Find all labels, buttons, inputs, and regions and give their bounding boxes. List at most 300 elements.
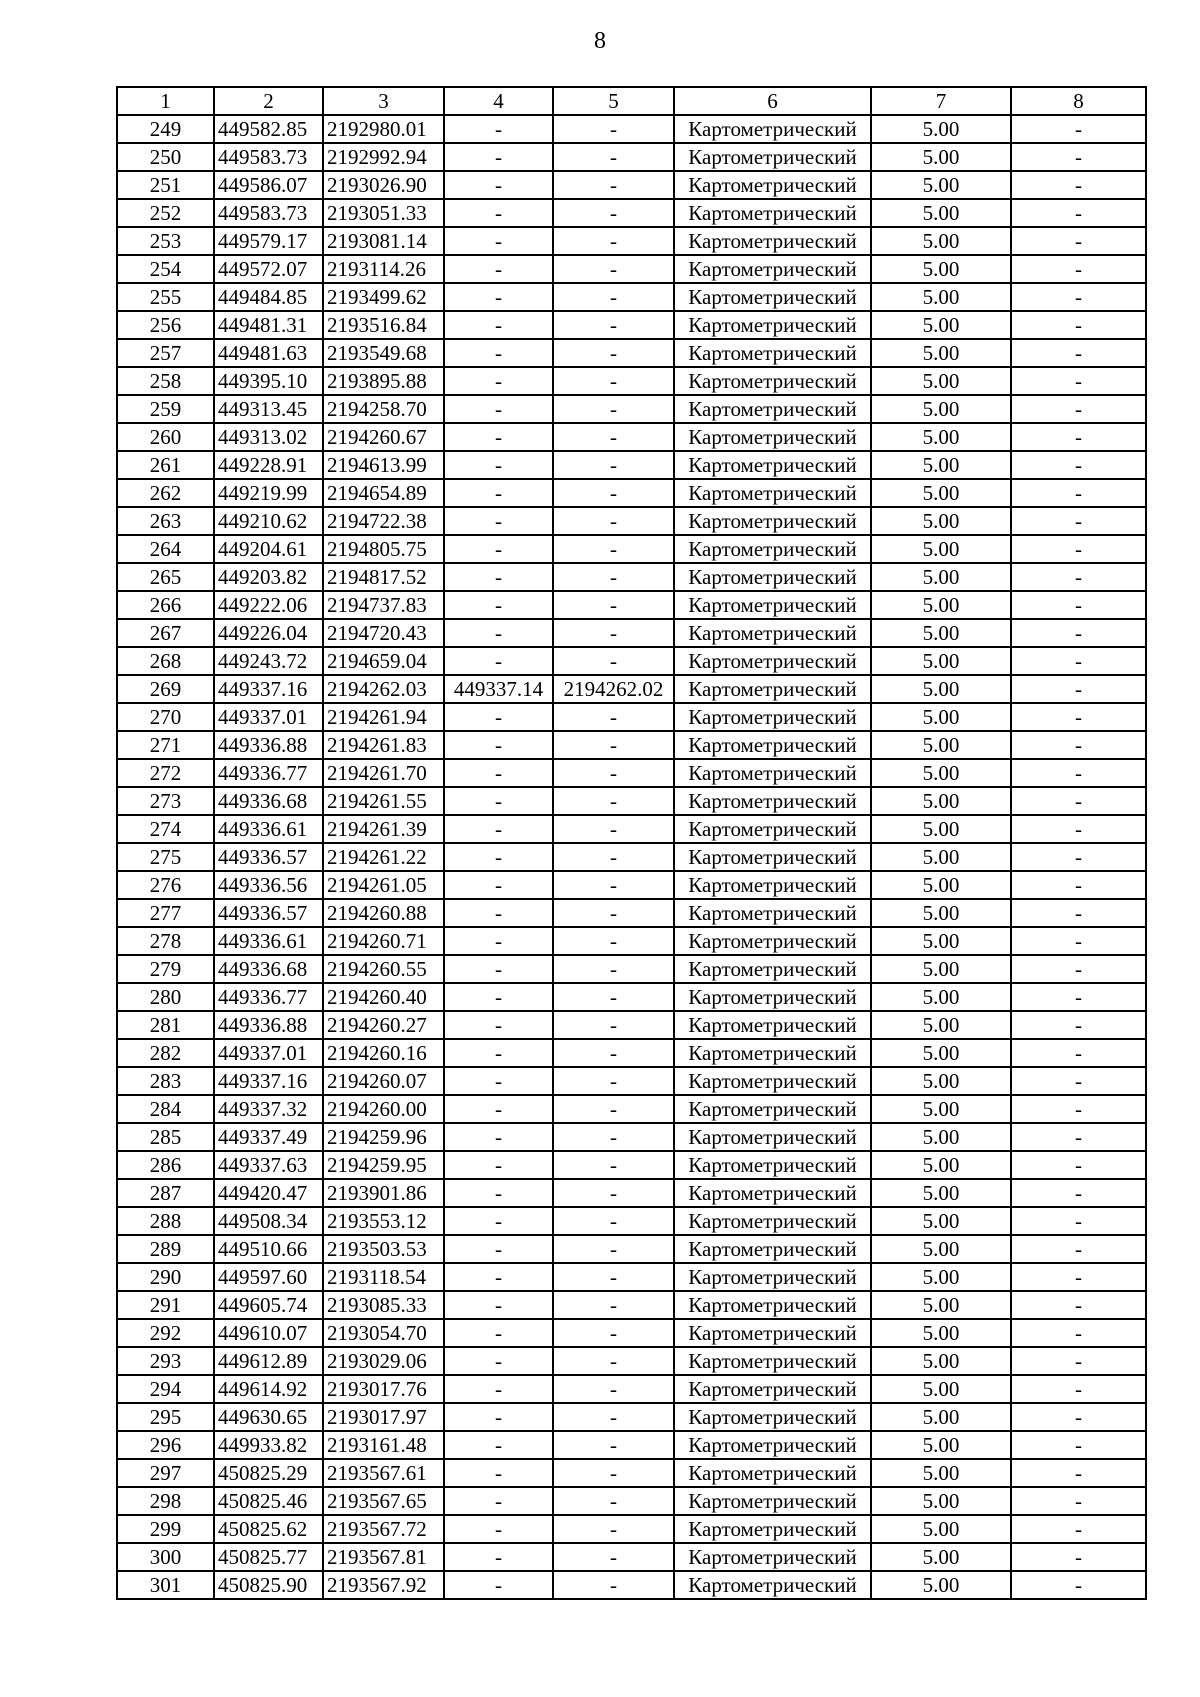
table-cell: 2193895.88 xyxy=(323,367,444,395)
table-cell: 449228.91 xyxy=(214,451,323,479)
table-cell: 5.00 xyxy=(871,255,1011,283)
table-cell: 5.00 xyxy=(871,283,1011,311)
table-cell: 284 xyxy=(117,1095,214,1123)
table-cell: - xyxy=(1011,255,1146,283)
table-cell: - xyxy=(1011,507,1146,535)
table-cell: 2194261.70 xyxy=(323,759,444,787)
table-cell: - xyxy=(444,759,553,787)
table-cell: 5.00 xyxy=(871,1151,1011,1179)
table-row xyxy=(117,227,1146,255)
table-cell: - xyxy=(553,703,674,731)
table-cell: 449481.31 xyxy=(214,311,323,339)
table-cell: 2194659.04 xyxy=(323,647,444,675)
table-row xyxy=(117,591,1146,619)
table-cell: Картометрический xyxy=(674,283,871,311)
table-cell: 450825.90 xyxy=(214,1571,323,1599)
table-cell: 258 xyxy=(117,367,214,395)
table-cell: - xyxy=(444,1319,553,1347)
table-cell: Картометрический xyxy=(674,1515,871,1543)
table-cell: - xyxy=(444,1263,553,1291)
table-cell: 277 xyxy=(117,899,214,927)
table-cell: - xyxy=(553,1207,674,1235)
table-cell: Картометрический xyxy=(674,479,871,507)
table-cell: 449583.73 xyxy=(214,199,323,227)
table-row xyxy=(117,1403,1146,1431)
table-cell: 5.00 xyxy=(871,983,1011,1011)
table-row xyxy=(117,1235,1146,1263)
table-cell: - xyxy=(444,1543,553,1571)
table-row xyxy=(117,871,1146,899)
table-cell: Картометрический xyxy=(674,787,871,815)
table-cell: - xyxy=(1011,1319,1146,1347)
table-cell: 449630.65 xyxy=(214,1403,323,1431)
table-cell: 449481.63 xyxy=(214,339,323,367)
table-cell: 5.00 xyxy=(871,1543,1011,1571)
column-header-8: 8 xyxy=(1011,87,1146,115)
table-cell: - xyxy=(1011,871,1146,899)
table-row xyxy=(117,507,1146,535)
table-cell: - xyxy=(553,591,674,619)
table-cell: Картометрический xyxy=(674,1543,871,1571)
table-cell: - xyxy=(444,1123,553,1151)
table-row xyxy=(117,1095,1146,1123)
table-cell: - xyxy=(553,1403,674,1431)
table-cell: 301 xyxy=(117,1571,214,1599)
table-cell: Картометрический xyxy=(674,927,871,955)
table-cell: 449337.32 xyxy=(214,1095,323,1123)
table-cell: - xyxy=(444,983,553,1011)
table-cell: - xyxy=(1011,983,1146,1011)
table-cell: Картометрический xyxy=(674,1235,871,1263)
table-cell: - xyxy=(553,283,674,311)
table-cell: - xyxy=(553,899,674,927)
table-cell: - xyxy=(444,843,553,871)
column-header-2: 2 xyxy=(214,87,323,115)
table-row xyxy=(117,479,1146,507)
table-cell: 2193029.06 xyxy=(323,1347,444,1375)
table-row xyxy=(117,395,1146,423)
table-cell: 293 xyxy=(117,1347,214,1375)
table-cell: - xyxy=(444,171,553,199)
table-cell: Картометрический xyxy=(674,983,871,1011)
table-row xyxy=(117,843,1146,871)
table-cell: - xyxy=(1011,115,1146,143)
table-cell: 2193567.61 xyxy=(323,1459,444,1487)
table-cell: 449337.01 xyxy=(214,1039,323,1067)
table-cell: Картометрический xyxy=(674,1151,871,1179)
table-cell: - xyxy=(444,1403,553,1431)
table-cell: 5.00 xyxy=(871,871,1011,899)
table-cell: 275 xyxy=(117,843,214,871)
table-row xyxy=(117,1067,1146,1095)
table-cell: - xyxy=(553,955,674,983)
table-cell: Картометрический xyxy=(674,227,871,255)
table-cell: - xyxy=(553,507,674,535)
table-cell: - xyxy=(553,563,674,591)
table-cell: 2194260.00 xyxy=(323,1095,444,1123)
table-cell: Картометрический xyxy=(674,1431,871,1459)
table-cell: - xyxy=(553,759,674,787)
table-cell: 298 xyxy=(117,1487,214,1515)
table-cell: - xyxy=(444,1095,553,1123)
table-cell: Картометрический xyxy=(674,843,871,871)
table-cell: - xyxy=(1011,1459,1146,1487)
table-cell: 449337.01 xyxy=(214,703,323,731)
table-cell: 5.00 xyxy=(871,451,1011,479)
table-cell: - xyxy=(444,227,553,255)
table-cell: - xyxy=(553,1375,674,1403)
table-row xyxy=(117,787,1146,815)
table-cell: Картометрический xyxy=(674,507,871,535)
table-cell: - xyxy=(553,115,674,143)
table-cell: 2193114.26 xyxy=(323,255,444,283)
table-cell: - xyxy=(444,871,553,899)
table-cell: 5.00 xyxy=(871,1011,1011,1039)
table-cell: 2192992.94 xyxy=(323,143,444,171)
table-cell: 5.00 xyxy=(871,591,1011,619)
table-cell: 2194260.67 xyxy=(323,423,444,451)
table-cell: 449337.14 xyxy=(444,675,553,703)
table-cell: - xyxy=(553,1067,674,1095)
table-cell: 280 xyxy=(117,983,214,1011)
table-cell: 2194817.52 xyxy=(323,563,444,591)
table-cell: 2194260.55 xyxy=(323,955,444,983)
table-row xyxy=(117,703,1146,731)
table-cell: - xyxy=(1011,899,1146,927)
table-cell: 5.00 xyxy=(871,787,1011,815)
table-cell: 5.00 xyxy=(871,507,1011,535)
table-cell: - xyxy=(1011,927,1146,955)
table-cell: 288 xyxy=(117,1207,214,1235)
table-cell: Картометрический xyxy=(674,955,871,983)
table-cell: 449336.68 xyxy=(214,787,323,815)
table-cell: 2193054.70 xyxy=(323,1319,444,1347)
table-cell: 449222.06 xyxy=(214,591,323,619)
table-cell: 273 xyxy=(117,787,214,815)
table-row xyxy=(117,1039,1146,1067)
table-row xyxy=(117,1515,1146,1543)
table-cell: 449337.16 xyxy=(214,675,323,703)
table-cell: 5.00 xyxy=(871,647,1011,675)
table-row xyxy=(117,1207,1146,1235)
table-cell: 5.00 xyxy=(871,115,1011,143)
table-cell: 294 xyxy=(117,1375,214,1403)
table-cell: Картометрический xyxy=(674,535,871,563)
table-row xyxy=(117,1375,1146,1403)
table-cell: - xyxy=(553,339,674,367)
table-cell: - xyxy=(444,787,553,815)
table-cell: 449337.49 xyxy=(214,1123,323,1151)
table-row xyxy=(117,899,1146,927)
table-cell: 266 xyxy=(117,591,214,619)
table-cell: 5.00 xyxy=(871,1263,1011,1291)
table-cell: 5.00 xyxy=(871,227,1011,255)
table-row xyxy=(117,1459,1146,1487)
table-cell: Картометрический xyxy=(674,675,871,703)
table-row xyxy=(117,1543,1146,1571)
table-cell: 5.00 xyxy=(871,339,1011,367)
table-cell: 5.00 xyxy=(871,843,1011,871)
table-cell: 5.00 xyxy=(871,675,1011,703)
table-cell: - xyxy=(1011,1095,1146,1123)
table-cell: 5.00 xyxy=(871,1123,1011,1151)
table-cell: Картометрический xyxy=(674,451,871,479)
table-cell: - xyxy=(1011,535,1146,563)
table-cell: - xyxy=(553,143,674,171)
table-cell: 2193161.48 xyxy=(323,1431,444,1459)
table-cell: 449337.16 xyxy=(214,1067,323,1095)
table-cell: Картометрический xyxy=(674,199,871,227)
table-cell: - xyxy=(1011,759,1146,787)
table-cell: - xyxy=(553,1431,674,1459)
table-cell: 5.00 xyxy=(871,535,1011,563)
table-cell: 2193549.68 xyxy=(323,339,444,367)
table-cell: 300 xyxy=(117,1543,214,1571)
table-cell: - xyxy=(1011,1571,1146,1599)
table-cell: 449226.04 xyxy=(214,619,323,647)
table-cell: - xyxy=(1011,423,1146,451)
table-cell: Картометрический xyxy=(674,1011,871,1039)
table-cell: 449336.88 xyxy=(214,731,323,759)
table-cell: 269 xyxy=(117,675,214,703)
table-cell: - xyxy=(553,423,674,451)
table-cell: 2194260.07 xyxy=(323,1067,444,1095)
table-cell: 449336.61 xyxy=(214,927,323,955)
table-cell: - xyxy=(553,255,674,283)
table-cell: Картометрический xyxy=(674,563,871,591)
table-cell: Картометрический xyxy=(674,1403,871,1431)
table-cell: - xyxy=(444,1571,553,1599)
table-cell: - xyxy=(553,1011,674,1039)
table-cell: - xyxy=(553,927,674,955)
table-cell: 449204.61 xyxy=(214,535,323,563)
table-cell: 449336.57 xyxy=(214,899,323,927)
table-cell: - xyxy=(444,1179,553,1207)
table-cell: - xyxy=(553,1151,674,1179)
table-cell: 2194805.75 xyxy=(323,535,444,563)
table-cell: - xyxy=(444,451,553,479)
table-cell: - xyxy=(1011,1263,1146,1291)
table-cell: 449313.45 xyxy=(214,395,323,423)
table-row xyxy=(117,815,1146,843)
table-row xyxy=(117,1123,1146,1151)
table-row xyxy=(117,1179,1146,1207)
table-cell: 5.00 xyxy=(871,955,1011,983)
table-cell: - xyxy=(553,1459,674,1487)
table-cell: - xyxy=(444,591,553,619)
table-cell: 449579.17 xyxy=(214,227,323,255)
table-cell: 274 xyxy=(117,815,214,843)
table-cell: - xyxy=(444,1207,553,1235)
column-header-3: 3 xyxy=(323,87,444,115)
table-cell: - xyxy=(1011,955,1146,983)
table-cell: 449336.77 xyxy=(214,759,323,787)
table-cell: - xyxy=(1011,1207,1146,1235)
table-cell: 5.00 xyxy=(871,1319,1011,1347)
table-cell: - xyxy=(1011,1543,1146,1571)
table-cell: 265 xyxy=(117,563,214,591)
table-cell: 2193499.62 xyxy=(323,283,444,311)
table-cell: Картометрический xyxy=(674,1291,871,1319)
table-cell: 2194258.70 xyxy=(323,395,444,423)
column-header-5: 5 xyxy=(553,87,674,115)
table-cell: 5.00 xyxy=(871,815,1011,843)
table-cell: 5.00 xyxy=(871,199,1011,227)
table-row xyxy=(117,1571,1146,1599)
table-body xyxy=(117,115,1146,1599)
table-cell: 289 xyxy=(117,1235,214,1263)
table-cell: Картометрический xyxy=(674,367,871,395)
table-cell: 449582.85 xyxy=(214,115,323,143)
table-cell: 449605.74 xyxy=(214,1291,323,1319)
table-cell: 260 xyxy=(117,423,214,451)
table-cell: - xyxy=(553,367,674,395)
table-cell: 290 xyxy=(117,1263,214,1291)
table-cell: - xyxy=(553,1263,674,1291)
table-cell: 2193516.84 xyxy=(323,311,444,339)
table-cell: - xyxy=(553,1571,674,1599)
table-cell: 286 xyxy=(117,1151,214,1179)
table-cell: 291 xyxy=(117,1291,214,1319)
table-cell: - xyxy=(444,703,553,731)
table-cell: 2193553.12 xyxy=(323,1207,444,1235)
table-cell: 271 xyxy=(117,731,214,759)
table-cell: 2194261.22 xyxy=(323,843,444,871)
table-row xyxy=(117,171,1146,199)
table-cell: 295 xyxy=(117,1403,214,1431)
table-cell: 5.00 xyxy=(871,619,1011,647)
table-cell: 2194261.94 xyxy=(323,703,444,731)
table-cell: 5.00 xyxy=(871,1515,1011,1543)
table-cell: Картометрический xyxy=(674,311,871,339)
table-cell: 261 xyxy=(117,451,214,479)
table-cell: 251 xyxy=(117,171,214,199)
table-cell: Картометрический xyxy=(674,1319,871,1347)
table-cell: - xyxy=(444,647,553,675)
header-row xyxy=(117,87,1146,115)
table-cell: 268 xyxy=(117,647,214,675)
table-cell: 449614.92 xyxy=(214,1375,323,1403)
table-cell: 5.00 xyxy=(871,1095,1011,1123)
table-cell: Картометрический xyxy=(674,1571,871,1599)
table-cell: 5.00 xyxy=(871,171,1011,199)
table-cell: - xyxy=(444,1011,553,1039)
table-cell: - xyxy=(444,1347,553,1375)
table-cell: 283 xyxy=(117,1067,214,1095)
table-cell: - xyxy=(444,619,553,647)
table-cell: - xyxy=(1011,451,1146,479)
table-cell: - xyxy=(444,1067,553,1095)
table-cell: 5.00 xyxy=(871,703,1011,731)
table-row xyxy=(117,451,1146,479)
table-row xyxy=(117,731,1146,759)
page-number: 8 xyxy=(594,28,606,54)
table-cell: 270 xyxy=(117,703,214,731)
table-cell: - xyxy=(1011,367,1146,395)
table-cell: 2194261.55 xyxy=(323,787,444,815)
table-cell: 279 xyxy=(117,955,214,983)
table-row xyxy=(117,1431,1146,1459)
table-cell: 449508.34 xyxy=(214,1207,323,1235)
table-cell: - xyxy=(444,955,553,983)
table-cell: - xyxy=(1011,171,1146,199)
table-cell: 281 xyxy=(117,1011,214,1039)
table-cell: 5.00 xyxy=(871,1179,1011,1207)
table-cell: 2193017.76 xyxy=(323,1375,444,1403)
table-cell: - xyxy=(553,647,674,675)
table-cell: 2194261.05 xyxy=(323,871,444,899)
table-row xyxy=(117,983,1146,1011)
table-cell: 449336.77 xyxy=(214,983,323,1011)
table-cell: Картометрический xyxy=(674,423,871,451)
table-cell: - xyxy=(553,983,674,1011)
table-cell: 2192980.01 xyxy=(323,115,444,143)
table-cell: 254 xyxy=(117,255,214,283)
table-row xyxy=(117,339,1146,367)
table-cell: 5.00 xyxy=(871,395,1011,423)
table-cell: 278 xyxy=(117,927,214,955)
table-cell: 5.00 xyxy=(871,1207,1011,1235)
table-row xyxy=(117,115,1146,143)
table-cell: 2193567.92 xyxy=(323,1571,444,1599)
table-cell: 2193017.97 xyxy=(323,1403,444,1431)
table-cell: 2193567.65 xyxy=(323,1487,444,1515)
table-cell: 249 xyxy=(117,115,214,143)
table-cell: 2194720.43 xyxy=(323,619,444,647)
table-row xyxy=(117,1487,1146,1515)
column-header-4: 4 xyxy=(444,87,553,115)
table-cell: 2194613.99 xyxy=(323,451,444,479)
table-cell: Картометрический xyxy=(674,1207,871,1235)
table-cell: 267 xyxy=(117,619,214,647)
table-cell: - xyxy=(444,395,553,423)
table-cell: 449484.85 xyxy=(214,283,323,311)
table-cell: Картометрический xyxy=(674,171,871,199)
table-cell: - xyxy=(1011,283,1146,311)
table-cell: - xyxy=(553,619,674,647)
table-cell: - xyxy=(444,899,553,927)
table-cell: 449313.02 xyxy=(214,423,323,451)
table-cell: - xyxy=(444,1151,553,1179)
table-cell: 449337.63 xyxy=(214,1151,323,1179)
table-row xyxy=(117,1151,1146,1179)
table-cell: - xyxy=(553,451,674,479)
table-cell: 449336.88 xyxy=(214,1011,323,1039)
table-cell: - xyxy=(553,311,674,339)
table-cell: - xyxy=(1011,227,1146,255)
table-row xyxy=(117,1347,1146,1375)
table-cell: Картометрический xyxy=(674,1347,871,1375)
table-cell: - xyxy=(1011,647,1146,675)
table-cell: Картометрический xyxy=(674,1095,871,1123)
table-cell: Картометрический xyxy=(674,1263,871,1291)
table-cell: - xyxy=(1011,1123,1146,1151)
table-cell: - xyxy=(553,731,674,759)
table-row xyxy=(117,955,1146,983)
table-cell: - xyxy=(553,479,674,507)
table-cell: - xyxy=(1011,395,1146,423)
column-header-1: 1 xyxy=(117,87,214,115)
table-cell: 5.00 xyxy=(871,1403,1011,1431)
table-cell: 2194262.03 xyxy=(323,675,444,703)
table-cell: Картометрический xyxy=(674,339,871,367)
table-cell: - xyxy=(553,787,674,815)
table-cell: 449583.73 xyxy=(214,143,323,171)
table-cell: 264 xyxy=(117,535,214,563)
table-cell: - xyxy=(444,927,553,955)
table-cell: - xyxy=(553,1179,674,1207)
table-cell: Картометрический xyxy=(674,1179,871,1207)
